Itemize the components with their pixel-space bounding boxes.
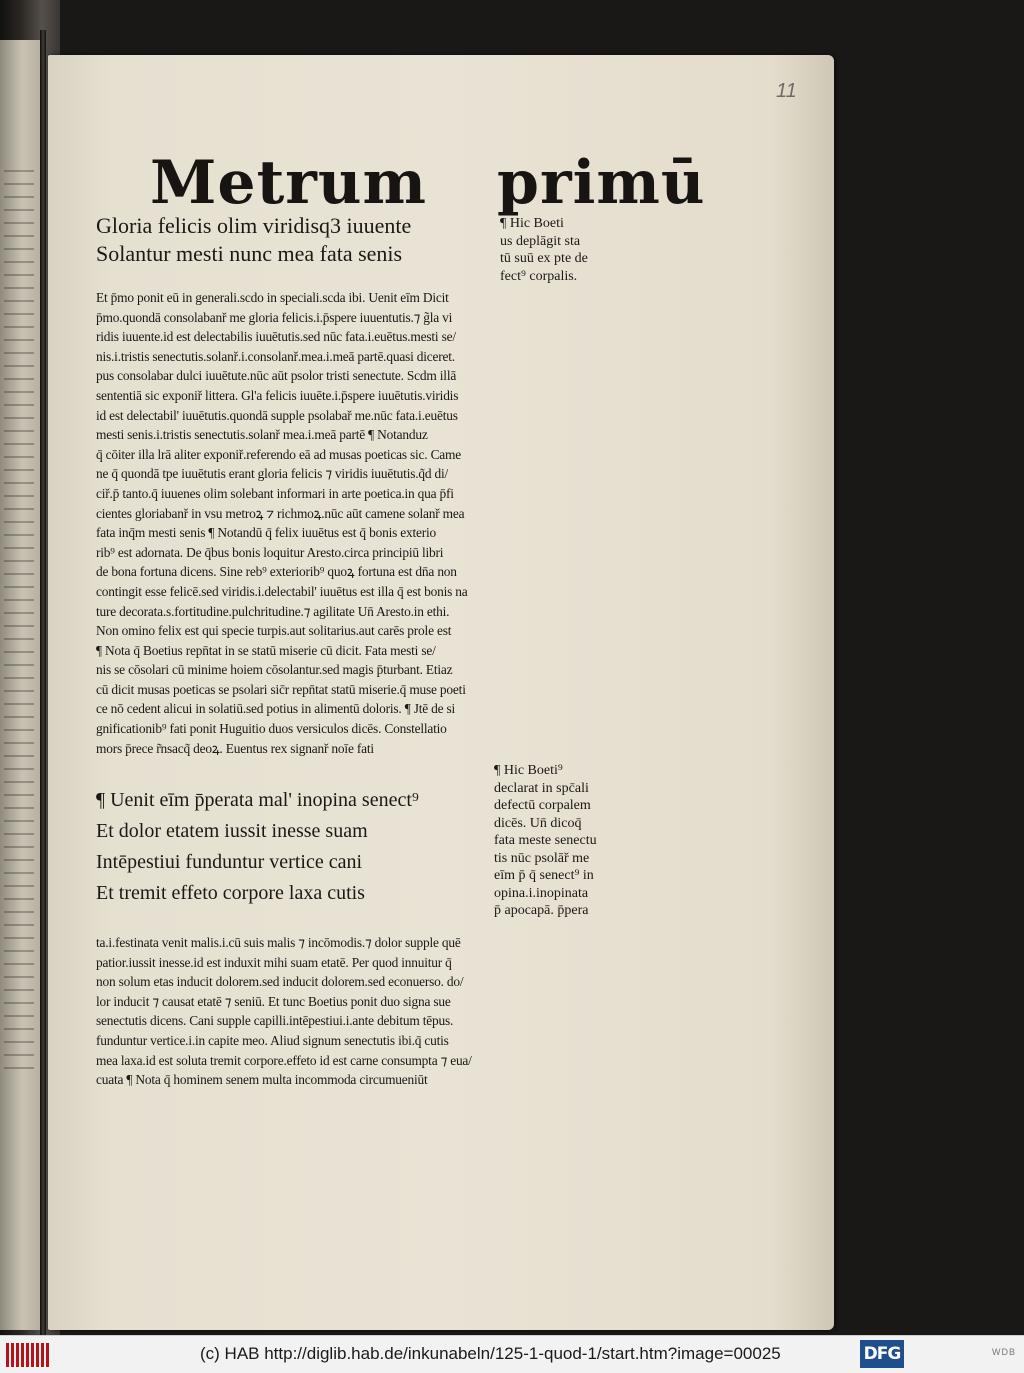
note-line: declarat in spc̄ali xyxy=(494,780,589,796)
wdb-label: WDB xyxy=(992,1347,1016,1357)
gloss-line: ciř.p̄ tanto.q̄ iuuenes olim solebant informari in arte poetica.in qua p̄fi xyxy=(96,485,454,501)
gloss-line: de bona fortuna dicens. Sine reb⁹ exteriorib⁹ quoꝝ fortuna est dn̄a non xyxy=(96,564,457,580)
folio-number: 11 xyxy=(776,80,797,102)
heading-word-primum: primū xyxy=(497,148,706,218)
gloss-line: funduntur vertice.i.in capite meo. Aliud signum senectutis ibi.q̄ cutis xyxy=(96,1032,449,1048)
book-spine xyxy=(40,30,46,1335)
gloss-line: contingit esse felicē.sed viridis.i.delectabil' iuuētus est illa q̄ est bonis na xyxy=(96,583,468,599)
gloss-line: ce nō cedent alicui in solatiū.sed potius in alimentū doloris. ¶ Jtē de si xyxy=(96,701,456,717)
verse-line: Solantur mesti nunc mea fata senis xyxy=(96,241,403,266)
note-line: p̄ apocapā. p̄pera xyxy=(494,903,589,918)
gloss-line: nis.i.tristis senectutis.solanř.i.consolanř.mea.i.meā partē.quasi diceret. xyxy=(96,348,455,364)
gloss-line: Et p̄mo ponit eū in generali.scdo in speciali.scda ibi. Uenit eīm Dicit xyxy=(96,290,449,305)
verse-line: Et tremit effeto corpore laxa cutis xyxy=(96,882,365,904)
gloss-line: ¶ Nota q̄ Boetius repn̄tat in se statū miserie cū dicit. Fata mesti se/ xyxy=(96,642,436,658)
copyright-url[interactable]: (c) HAB http://diglib.hab.de/inkunabeln/125-1-quod-1/start.htm?image=00025 xyxy=(200,1344,781,1363)
gloss-line: patior.iussit inesse.id est induxit mihi suam etatē. Per quod innuitur q̄ xyxy=(96,954,452,970)
note-line: us deplāgit sta xyxy=(500,233,581,249)
gloss-line: ta.i.festinata venit malis.i.cū suis malis ⁊ incōmodis.⁊ dolor supple quē xyxy=(96,935,461,950)
gloss-line: mesti senis.i.tristis senectutis.solanř mea.i.meā partē ¶ Notanduz xyxy=(96,427,428,443)
verse-line: Et dolor etatem iussit inesse suam xyxy=(96,820,368,842)
verse-block-b xyxy=(96,785,419,909)
gloss-line: rib⁹ est adornata. De q̄bus bonis loquitur Aresto.circa principiū libri xyxy=(96,544,444,560)
note-line: tū suū ex pte de xyxy=(500,251,588,266)
gloss-line: cū dicit musas poeticas se psolari sic̄r repn̄tat statū miserie.q̄ muse poeti xyxy=(96,681,466,697)
gloss-line: ridis iuuente.id est delectabilis iuuētutis.sed nūc fata.i.euētus.mesti se/ xyxy=(96,329,456,345)
verse-line: Intēpestiui funduntur vertice cani xyxy=(96,851,363,873)
gloss-line: id est delectabil' iuuētutis.quondā supple psolabař me.nūc fata.i.euētus xyxy=(96,407,458,423)
gloss-line: ture decorata.s.fortitudine.pulchritudine.⁊ agilitate Un̄ Aresto.in ethi. xyxy=(96,603,450,619)
note-line: tis nūc psolāř me xyxy=(494,850,590,866)
gloss-line: mors p̄rece r̃nsacq̃ deoꝝ. Euentus rex signanř noīe fati xyxy=(96,740,374,756)
verse-block-a xyxy=(96,212,411,268)
viewer-footer xyxy=(0,1335,1024,1373)
gloss-line: nis se cōsolari cū minime hoiem cōsolantur.sed magis p̄turbant. Etiaz xyxy=(96,662,453,678)
hab-logo-icon[interactable] xyxy=(6,1343,49,1367)
commentary-block-a xyxy=(96,288,468,758)
book-page xyxy=(48,55,834,1330)
gloss-line: gnificationib⁹ fati ponit Huguitio duos versiculos dicēs. Constellatio xyxy=(96,721,447,737)
note-line: defectū corpalem xyxy=(494,798,591,813)
note-line: opina.i.inopinata xyxy=(494,885,589,901)
verse-line: Gloria felicis olim viridisq3 iuuente xyxy=(96,213,412,238)
margin-note-a xyxy=(500,215,588,285)
gloss-line: pus consolabar dulci iuuētute.nūc aūt psolor tristi senectute. Scdm illā xyxy=(96,368,457,384)
page-heading xyxy=(150,148,776,218)
gloss-line: q̄ cōiter illa lrā aliter exponiř.referendo eā ad musas poeticas sic. Came xyxy=(96,446,462,462)
dfg-logo[interactable]: DFG xyxy=(860,1340,904,1368)
note-line: dicēs. Un̄ dicoq̄ xyxy=(494,815,582,831)
gloss-line: Non omino felix est qui specie turpis.aut solitarius.aut carēs prole est xyxy=(96,623,452,639)
note-line: ¶ Hic Boeti⁹ xyxy=(494,763,563,778)
gloss-line: sententiā sic exponiř littera. Gl'a felicis iuuēte.i.p̄spere iuuētutis.viridis xyxy=(96,387,459,403)
gloss-line: ne q̄ quondā tpe iuuētutis erant gloria felicis ⁊ viridis iuuētutis.q̃d di/ xyxy=(96,466,449,482)
gloss-line: non solum etas inducit dolorem.sed inducit dolorem.sed econuerso. do/ xyxy=(96,974,464,990)
note-line: eīm p̄ q̄ senect⁹ in xyxy=(494,868,594,883)
note-line: fata meste senectu xyxy=(494,833,597,848)
commentary-block-b xyxy=(96,933,472,1090)
gloss-line: lor inducit ⁊ causat etatē ⁊ seniū. Et tunc Boetius ponit duo signa sue xyxy=(96,993,451,1009)
gloss-line: cuata ¶ Nota q̄ hominem senem multa incommoda circumueniūt xyxy=(96,1072,428,1088)
gloss-line: senectutis dicens. Cani supple capilli.intēpestiui.i.ante debitum tēpus. xyxy=(96,1013,454,1029)
gloss-line: mea laxa.id est soluta tremit corpore.effeto id est carne consumpta ⁊ eua/ xyxy=(96,1052,472,1068)
margin-note-b xyxy=(494,762,597,920)
note-line: ¶ Hic Boeti xyxy=(500,216,564,231)
gloss-line: fata inq̄m mesti senis ¶ Notandū q̄ felix iuuētus est q̄ bonis exterio xyxy=(96,525,437,541)
heading-word-metrum: Metrum xyxy=(150,148,428,218)
previous-page-edge xyxy=(0,40,40,1330)
gloss-line: p̄mo.quondā consolabanř me gloria felicis.i.p̄spere iuuentutis.⁊ g̃la vi xyxy=(96,309,453,325)
gloss-line: cientes gloriabanř in vsu metroꝝ ⁊ richmoꝝ.nūc aūt camene solanř mea xyxy=(96,505,465,521)
note-line: fect⁹ corpalis. xyxy=(500,268,578,284)
verse-line: ¶ Uenit eīm p̄perata mal' inopina senect⁹ xyxy=(96,789,419,811)
